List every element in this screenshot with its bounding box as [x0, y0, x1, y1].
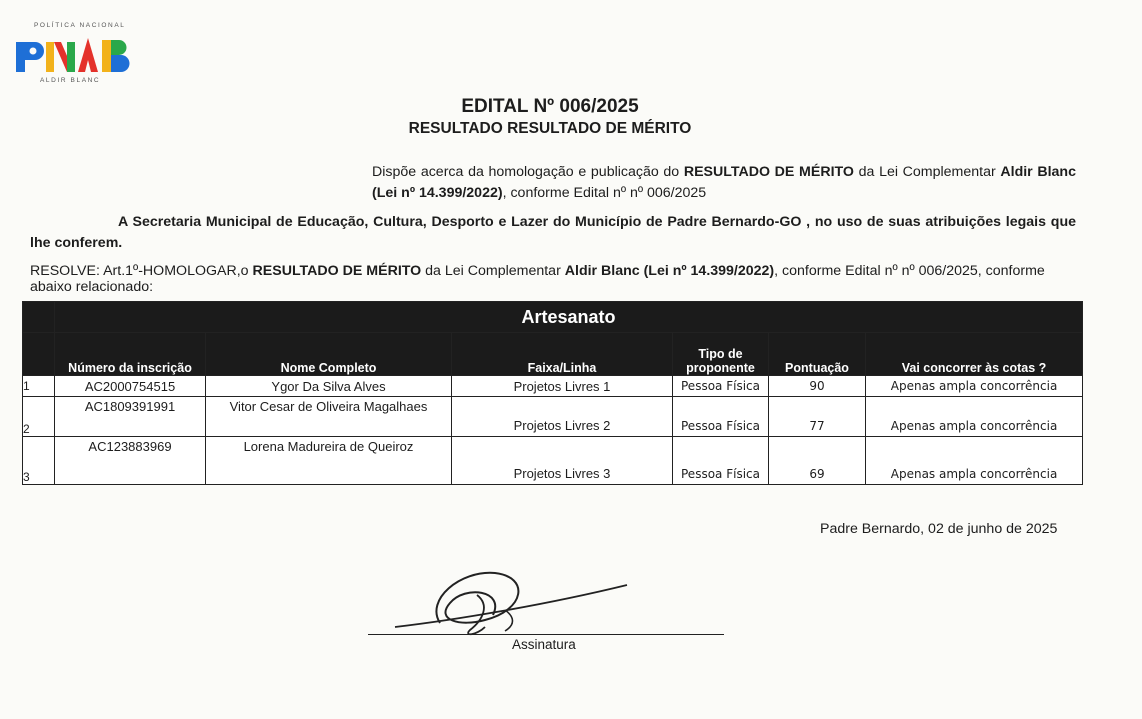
signature-label: Assinatura: [512, 637, 576, 652]
preamble-bold: RESULTADO DE MÉRITO: [683, 164, 854, 180]
resolve-part: da Lei Complementar: [421, 263, 565, 279]
resolve-bold: RESULTADO DE MÉRITO: [252, 263, 422, 279]
cell-faixa: Projetos Livres 1: [452, 376, 673, 397]
row-index: 1: [23, 376, 55, 397]
edital-title: EDITAL Nº 006/2025: [461, 96, 639, 117]
preamble-part: , conforme Edital nº nº 006/2025: [502, 185, 707, 201]
cell-nome: Ygor Da Silva Alves: [206, 376, 452, 397]
preamble-part: Dispõe acerca da homologação e publicação do: [372, 164, 684, 180]
resolve-part: RESOLVE: Art.1º-HOMOLOGAR,o: [30, 263, 253, 279]
handwritten-signature: [365, 565, 725, 645]
edital-subtitle: RESULTADO RESULTADO DE MÉRITO: [408, 120, 692, 137]
cell-cotas: Apenas ampla concorrência: [866, 376, 1083, 397]
cell-inscricao: AC1809391991: [55, 397, 206, 437]
cell-cotas: Apenas ampla concorrência: [866, 437, 1083, 485]
preamble-text: [372, 162, 1076, 204]
cell-inscricao: AC2000754515: [55, 376, 206, 397]
row-index: 3: [23, 437, 55, 485]
logo-bottom-text: ALDIR BLANC: [40, 77, 101, 84]
results-table: [22, 301, 1083, 485]
header-index: [23, 333, 55, 376]
header-inscricao: Número da inscrição: [55, 333, 206, 376]
cell-nome: Lorena Madureira de Queiroz: [206, 437, 452, 485]
resolve-text: [30, 263, 1076, 295]
header-pontuacao: Pontuação: [769, 333, 866, 376]
header-tipo-line2: proponente: [686, 361, 755, 375]
pnab-logo-mark: [14, 32, 136, 78]
cell-cotas: Apenas ampla concorrência: [866, 397, 1083, 437]
cell-tipo: Pessoa Física: [673, 376, 769, 397]
cell-tipo: Pessoa Física: [673, 437, 769, 485]
signature-line: [368, 634, 724, 635]
table-row: [23, 397, 1083, 437]
logo-top-text: POLÍTICA NACIONAL: [34, 22, 126, 29]
cell-pontuacao: 77: [769, 397, 866, 437]
cell-nome: Vitor Cesar de Oliveira Magalhaes: [206, 397, 452, 437]
cell-faixa: Projetos Livres 2: [452, 397, 673, 437]
table-row: [23, 437, 1083, 485]
cell-pontuacao: 69: [769, 437, 866, 485]
table-row: [23, 376, 1083, 397]
place-date: Padre Bernardo, 02 de junho de 2025: [820, 521, 1058, 537]
header-nome: Nome Completo: [206, 333, 452, 376]
cell-pontuacao: 90: [769, 376, 866, 397]
authority-paragraph: A Secretaria Municipal de Educação, Cultura, Desporto e Lazer do Município de Padre Bernardo-GO , no uso de suas atribuições legais que lhe conferem.: [30, 214, 1076, 251]
category-header: Artesanato: [55, 302, 1083, 333]
resolve-part: , conforme Edital nº nº 006/2025, conforme abaixo relacionado:: [30, 263, 1045, 295]
header-faixa: Faixa/Linha: [452, 333, 673, 376]
header-tipo: [673, 333, 769, 376]
preamble-bold: Aldir Blanc (Lei nº 14.399/2022): [372, 164, 1076, 201]
pnab-logo: [14, 22, 139, 92]
resolve-bold: Aldir Blanc (Lei nº 14.399/2022): [564, 263, 775, 279]
header-cotas: Vai concorrer às cotas ?: [866, 333, 1083, 376]
cell-tipo: Pessoa Física: [673, 397, 769, 437]
cell-faixa: Projetos Livres 3: [452, 437, 673, 485]
preamble-part: da Lei Complementar: [853, 164, 1001, 180]
header-blank: [23, 302, 55, 333]
header-tipo-line1: Tipo de: [698, 347, 743, 361]
cell-inscricao: AC123883969: [55, 437, 206, 485]
row-index: 2: [23, 397, 55, 437]
